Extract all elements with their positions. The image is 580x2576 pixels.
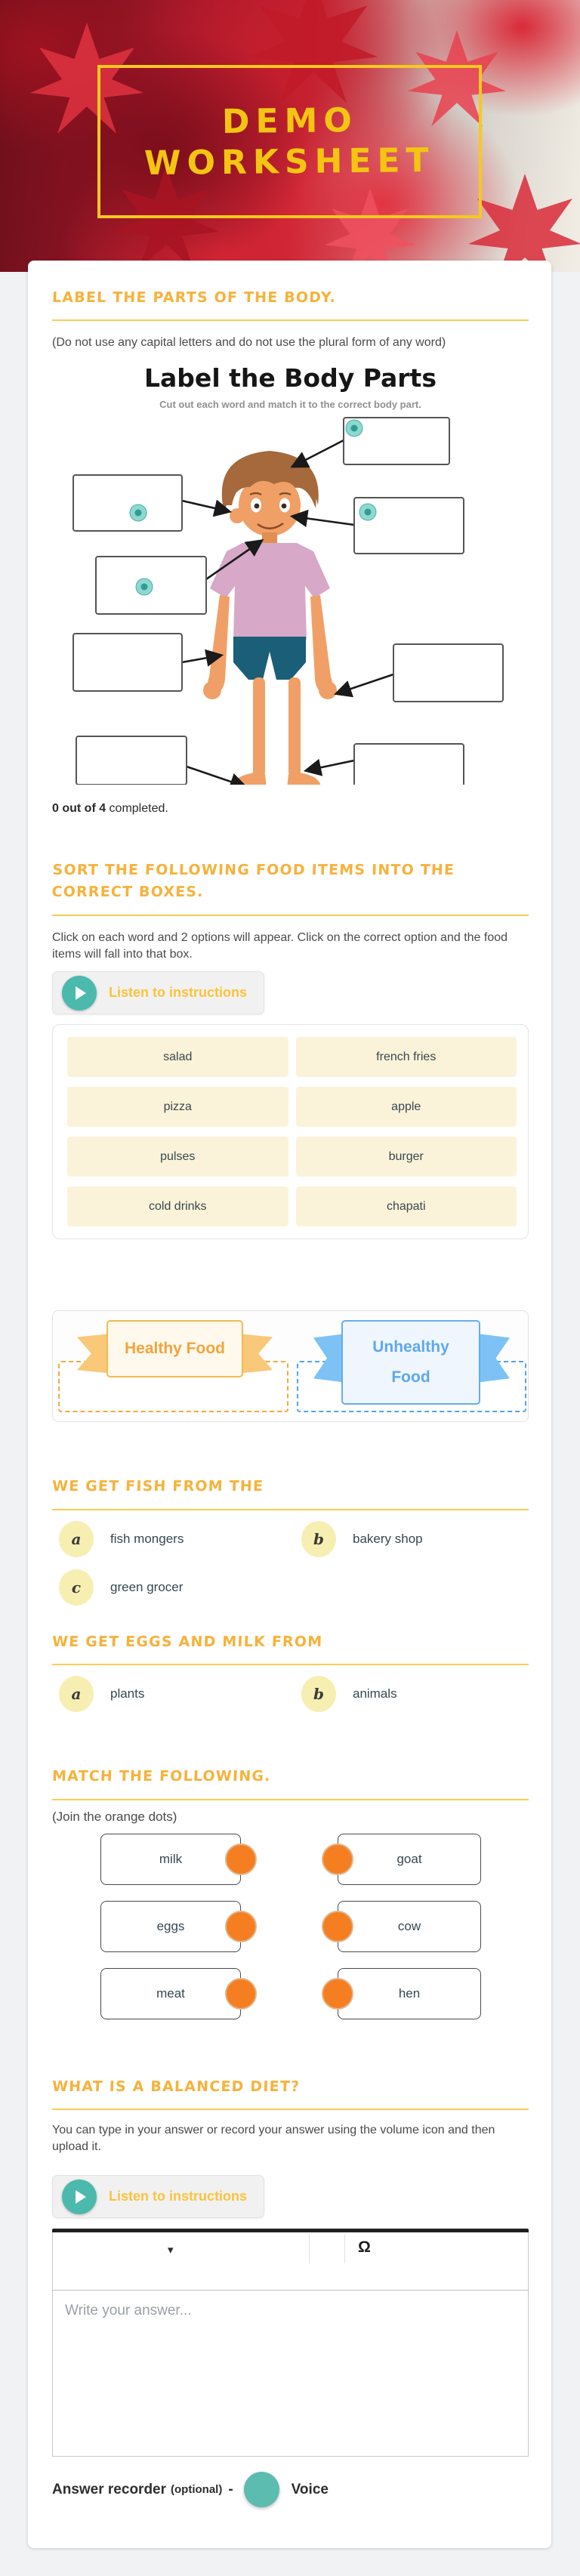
- match-item-label: cow: [397, 1918, 421, 1933]
- match-item-label: meat: [156, 1985, 185, 2001]
- q6-title: WHAT IS A BALANCED DIET?: [51, 2078, 301, 2095]
- match-grid: [52, 1834, 529, 2019]
- toolbar-separator: [309, 2235, 310, 2263]
- q1-instruction: (Do not use any capital letters and do not use the plural form of any word): [52, 336, 446, 350]
- audio-marker-icon[interactable]: [136, 578, 153, 595]
- worksheet-title-line2: WORKSHEET: [143, 140, 436, 183]
- progress-suffix: completed.: [106, 802, 168, 816]
- editor-toolbar: [52, 2232, 529, 2290]
- word-card-pizza[interactable]: pizza: [67, 1087, 288, 1127]
- match-row: [52, 1834, 529, 1885]
- option-letter-bubble: a: [59, 1521, 94, 1557]
- answer-box-ear[interactable]: [73, 475, 182, 531]
- toolbar-separator: [344, 2235, 345, 2263]
- match-item-goat[interactable]: [338, 1834, 481, 1885]
- q3-option-c[interactable]: [52, 1569, 295, 1606]
- listen-instructions-button[interactable]: [52, 2175, 264, 2218]
- play-icon[interactable]: [62, 976, 97, 1010]
- word-card-chapati[interactable]: chapati: [296, 1186, 517, 1226]
- match-dot[interactable]: [322, 1978, 353, 2010]
- answer-textarea[interactable]: [52, 2291, 529, 2457]
- hero-banner: [0, 0, 580, 272]
- word-card-cold-drinks[interactable]: cold drinks: [67, 1186, 288, 1226]
- match-item-eggs[interactable]: [100, 1901, 241, 1952]
- match-item-cow[interactable]: [338, 1901, 481, 1952]
- q2-title: SORT THE FOLLOWING FOOD ITEMS INTO THE CORRECT BOXES.: [51, 862, 455, 901]
- word-card-salad[interactable]: salad: [67, 1037, 288, 1077]
- match-dot[interactable]: [225, 1843, 257, 1875]
- healthy-ribbon-tail: [241, 1334, 273, 1373]
- q1-title: LABEL THE PARTS OF THE BODY.: [51, 289, 337, 306]
- word-card-french-fries[interactable]: french fries: [296, 1037, 517, 1077]
- option-letter-bubble: a: [59, 1676, 94, 1712]
- match-item-label: eggs: [156, 1918, 185, 1933]
- answer-box-foot[interactable]: [76, 736, 187, 785]
- q6-divider: [52, 2109, 529, 2110]
- word-bank: [52, 1024, 529, 1239]
- unhealthy-ribbon-tail: [313, 1334, 344, 1382]
- body-image-title: Label the Body Parts: [144, 363, 437, 393]
- unhealthy-food-label: Unhealthy Food: [341, 1320, 480, 1405]
- body-image-subtitle: Cut out each word and match it to the correct body part.: [159, 399, 421, 411]
- option-label: bakery shop: [353, 1531, 423, 1546]
- q4-options: [52, 1676, 529, 1712]
- voice-label: Voice: [291, 2481, 329, 2497]
- answer-box-leg[interactable]: [354, 744, 464, 785]
- listen-instructions-button[interactable]: [52, 971, 264, 1014]
- match-item-meat[interactable]: [100, 1968, 241, 2019]
- special-character-icon[interactable]: Ω: [358, 2238, 371, 2257]
- match-row: [52, 1901, 529, 1952]
- option-label: green grocer: [110, 1579, 184, 1594]
- option-label: fish mongers: [110, 1531, 184, 1546]
- match-item-label: hen: [398, 1985, 421, 2001]
- word-card-pulses[interactable]: pulses: [67, 1137, 288, 1177]
- q1-divider: [52, 319, 529, 321]
- healthy-food-label: Healthy Food: [106, 1320, 243, 1377]
- q4-title: WE GET EGGS AND MILK FROM: [51, 1633, 323, 1650]
- voice-record-button[interactable]: [244, 2472, 279, 2507]
- audio-marker-icon[interactable]: [130, 504, 147, 521]
- maple-leaf-decor: [468, 174, 580, 272]
- q2-divider: [52, 915, 529, 916]
- q2-instruction: Click on each word and 2 options will appear. Click on the correct option and the food items will fall into that box.: [52, 931, 508, 961]
- play-icon[interactable]: [62, 2180, 97, 2214]
- match-item-hen[interactable]: [338, 1968, 481, 2019]
- answer-box-hand[interactable]: [393, 644, 503, 702]
- q5-title: MATCH THE FOLLOWING.: [51, 1768, 271, 1785]
- option-letter-bubble: b: [301, 1521, 336, 1557]
- q1-progress: [52, 802, 529, 816]
- match-dot[interactable]: [322, 1911, 353, 1942]
- chevron-down-icon[interactable]: ▾: [168, 2244, 174, 2257]
- answer-recorder-label: Answer recorder: [52, 2481, 167, 2497]
- listen-button-label: Listen to instructions: [109, 985, 248, 1001]
- worksheet-title-frame: [97, 65, 482, 218]
- word-card-burger[interactable]: burger: [296, 1137, 517, 1177]
- match-item-label: goat: [396, 1851, 422, 1866]
- answer-recorder-row: [52, 2472, 529, 2507]
- q3-divider: [52, 1509, 529, 1510]
- q3-option-b[interactable]: [295, 1521, 529, 1557]
- q3-title: WE GET FISH FROM THE: [51, 1478, 264, 1495]
- option-label: plants: [110, 1686, 145, 1701]
- worksheet-card: [28, 261, 551, 2548]
- body-parts-figure: [64, 413, 517, 785]
- healthy-ribbon-tail: [77, 1334, 109, 1373]
- audio-marker-icon[interactable]: [346, 420, 362, 437]
- option-label: animals: [353, 1686, 397, 1701]
- body-parts-image: [52, 363, 529, 788]
- audio-marker-icon[interactable]: [359, 504, 376, 520]
- match-item-label: milk: [159, 1851, 183, 1866]
- q4-option-b[interactable]: [295, 1676, 529, 1712]
- q6-instruction: You can type in your answer or record your answer using the volume icon and then upload it.: [52, 2124, 495, 2154]
- match-row: [52, 1968, 529, 2019]
- match-dot[interactable]: [225, 1911, 257, 1942]
- option-letter-bubble: c: [59, 1569, 94, 1606]
- match-dot[interactable]: [322, 1843, 353, 1875]
- unhealthy-ribbon-tail: [479, 1334, 510, 1382]
- word-card-apple[interactable]: apple: [296, 1087, 517, 1127]
- q5-divider: [52, 1799, 529, 1800]
- answer-box-arm[interactable]: [73, 634, 182, 691]
- worksheet-title-line1: DEMO: [221, 100, 358, 141]
- sort-zones: [52, 1310, 529, 1422]
- cartoon-kid: [203, 451, 337, 785]
- q3-options: [52, 1521, 529, 1606]
- listen-button-label: Listen to instructions: [109, 2189, 248, 2204]
- match-dot[interactable]: [225, 1978, 257, 2010]
- match-item-milk[interactable]: [100, 1834, 241, 1885]
- answer-recorder-optional: (optional): [171, 2483, 223, 2497]
- answer-editor: [52, 2229, 529, 2457]
- q4-option-a[interactable]: [52, 1676, 295, 1712]
- option-letter-bubble: b: [301, 1676, 336, 1712]
- q5-hint: (Join the orange dots): [52, 1809, 177, 1824]
- progress-count: 0 out of 4: [52, 802, 106, 816]
- q3-option-a[interactable]: [52, 1521, 295, 1557]
- answer-recorder-dash: -: [228, 2481, 233, 2497]
- q4-divider: [52, 1664, 529, 1665]
